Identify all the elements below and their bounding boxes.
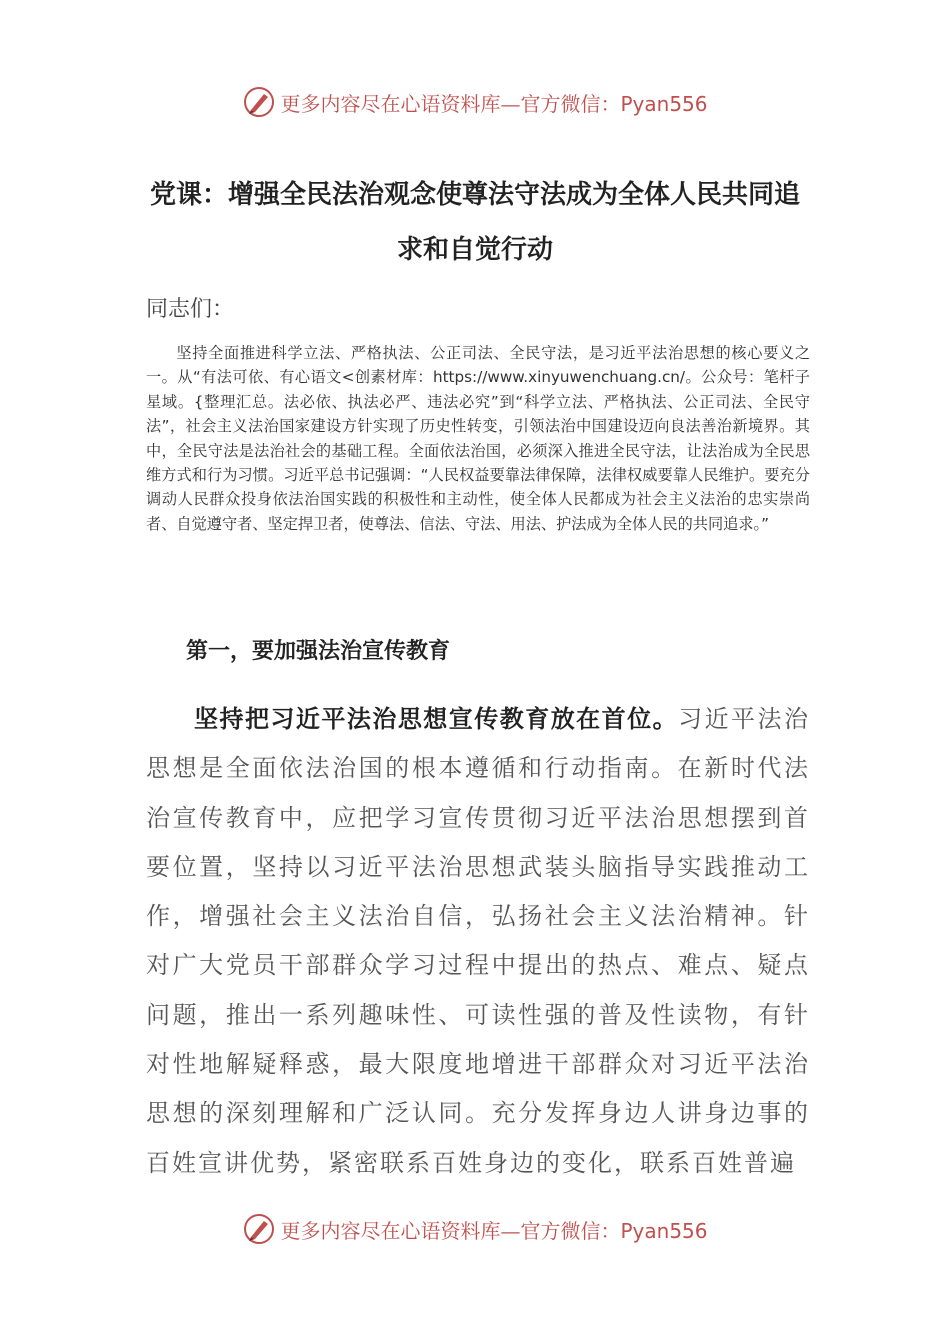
paragraph-lead: 坚持把习近平法治思想宣传教育放在首位。 — [194, 705, 679, 733]
wechat-account: Pyan556 — [620, 1218, 708, 1243]
document-title: 党课：增强全民法治观念使尊法守法成为全体人民共同追求和自觉行动 — [149, 180, 800, 265]
salutation: 同志们： — [146, 297, 235, 322]
pen-logo-icon — [242, 1212, 276, 1246]
wechat-account: Pyan556 — [620, 91, 708, 116]
section-heading: 第一，要加强法治宣传教育 — [186, 639, 451, 664]
body-paragraph — [146, 695, 810, 1188]
intro-paragraph: 坚持全面推进科学立法、严格执法、公正司法、全民守法，是习近平法治思想的核心要义之一。从“有法可依、有心语文<创素材库：https://www.xinyuwenchuang.cn/。公众号：笔杆子星域。{整理汇总。法必依、执法必严、违法必究”到“科学立法、严格执法、公正司法、全民守法”，社会主义法治国家建设方针实现了历史性转变，引领法治中国建设迈向良法善治新境界。其中，全民守法是法治社会的基础工程。全面依法治国，必须深入推进全民守法，让法治成为全民思维方式和行为习惯。习近平总书记强调：“人民权益要靠法律保障，法律权威要靠人民维护。要充分调动人民群众投身依法治国实践的积极性和主动性，使全体人民都成为社会主义法治的忠实崇尚者、自觉遵守者、坚定捍卫者，使尊法、信法、守法、用法、护法成为全体人民的共同追求。” — [146, 344, 810, 533]
paragraph-body: 习近平法治思想是全面依法治国的根本遵循和行动指南。在新时代法治宣传教育中，应把学习宣传贯彻习近平法治思想摆到首要位置，坚持以习近平法治思想武装头脑指导实践推动工作，增强社会主义法治自信，弘扬社会主义法治精神。针对广大党员干部群众学习过程中提出的热点、难点、疑点问题，推出一系列趣味性、可读性强的普及性读物，有针对性地解疑释惑，最大限度地增进干部群众对习近平法治思想的深刻理解和广泛认同。充分发挥身边人讲身边事的百姓宣讲优势，紧密联系百姓身边的变化，联系百姓普遍 — [146, 705, 811, 1177]
banner-text: 更多内容尽在心语资料库—官方微信：Pyan556 — [280, 1218, 708, 1243]
pen-logo-icon — [242, 85, 276, 119]
header-banner — [0, 82, 950, 122]
footer-banner — [0, 1209, 950, 1249]
banner-text: 更多内容尽在心语资料库—官方微信：Pyan556 — [280, 91, 708, 116]
